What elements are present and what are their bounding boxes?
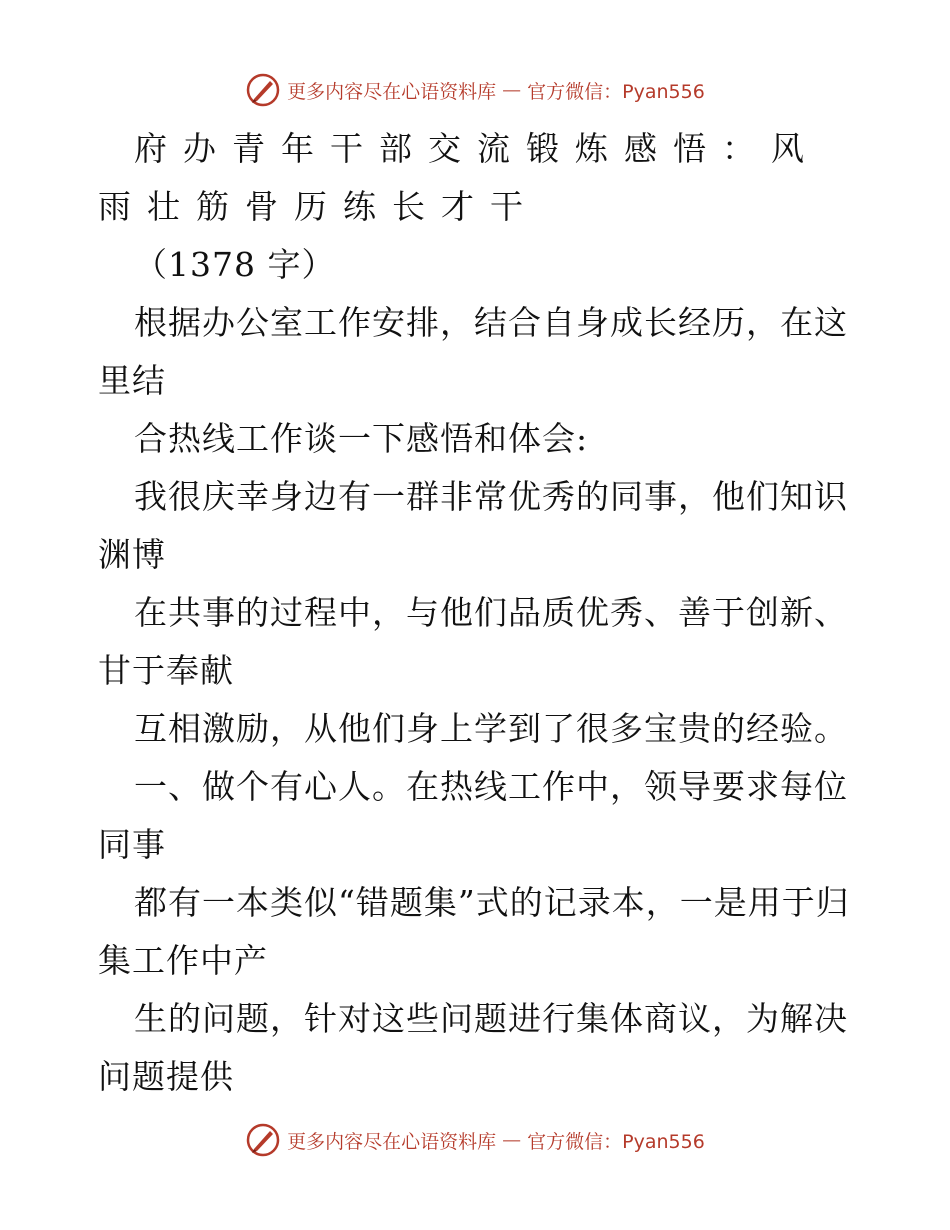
watermark-header bbox=[0, 72, 950, 108]
pen-logo-icon bbox=[245, 1122, 281, 1158]
paragraph-line: 都有一本类似“错题集”式的记录本，一是用于归集工作中产 bbox=[98, 883, 850, 980]
watermark-separator: — bbox=[502, 79, 522, 101]
watermark-official: 官方微信：Pyan556 bbox=[527, 80, 705, 103]
watermark-text: 更多内容尽在心语资料库 bbox=[287, 80, 497, 103]
watermark-text: 更多内容尽在心语资料库 bbox=[287, 1130, 497, 1153]
paragraph-line: 根据办公室工作安排，结合自身成长经历，在这里结 bbox=[98, 303, 848, 400]
paragraph-line: 互相激励，从他们身上学到了很多宝贵的经验。 bbox=[134, 709, 848, 748]
paragraph-line: 生的问题，针对这些问题进行集体商议，为解决问题提供 bbox=[98, 999, 848, 1096]
document-body bbox=[98, 120, 858, 1106]
watermark-official: 官方微信：Pyan556 bbox=[527, 1130, 705, 1153]
pen-logo-icon bbox=[245, 72, 281, 108]
word-count: （1378 字） bbox=[134, 245, 336, 284]
paragraph-line: 我很庆幸身边有一群非常优秀的同事，他们知识渊博 bbox=[98, 477, 848, 574]
watermark-footer bbox=[0, 1122, 950, 1158]
paragraph-line: 在共事的过程中，与他们品质优秀、善于创新、甘于奉献 bbox=[98, 593, 848, 690]
watermark-separator: — bbox=[502, 1129, 522, 1151]
document-title: 府办青年干部交流锻炼感悟：风雨壮筋骨历练长才干 bbox=[98, 129, 820, 226]
paragraph-line: 一、做个有心人。在热线工作中，领导要求每位同事 bbox=[98, 767, 848, 864]
paragraph-line: 合热线工作谈一下感悟和体会: bbox=[134, 419, 589, 458]
